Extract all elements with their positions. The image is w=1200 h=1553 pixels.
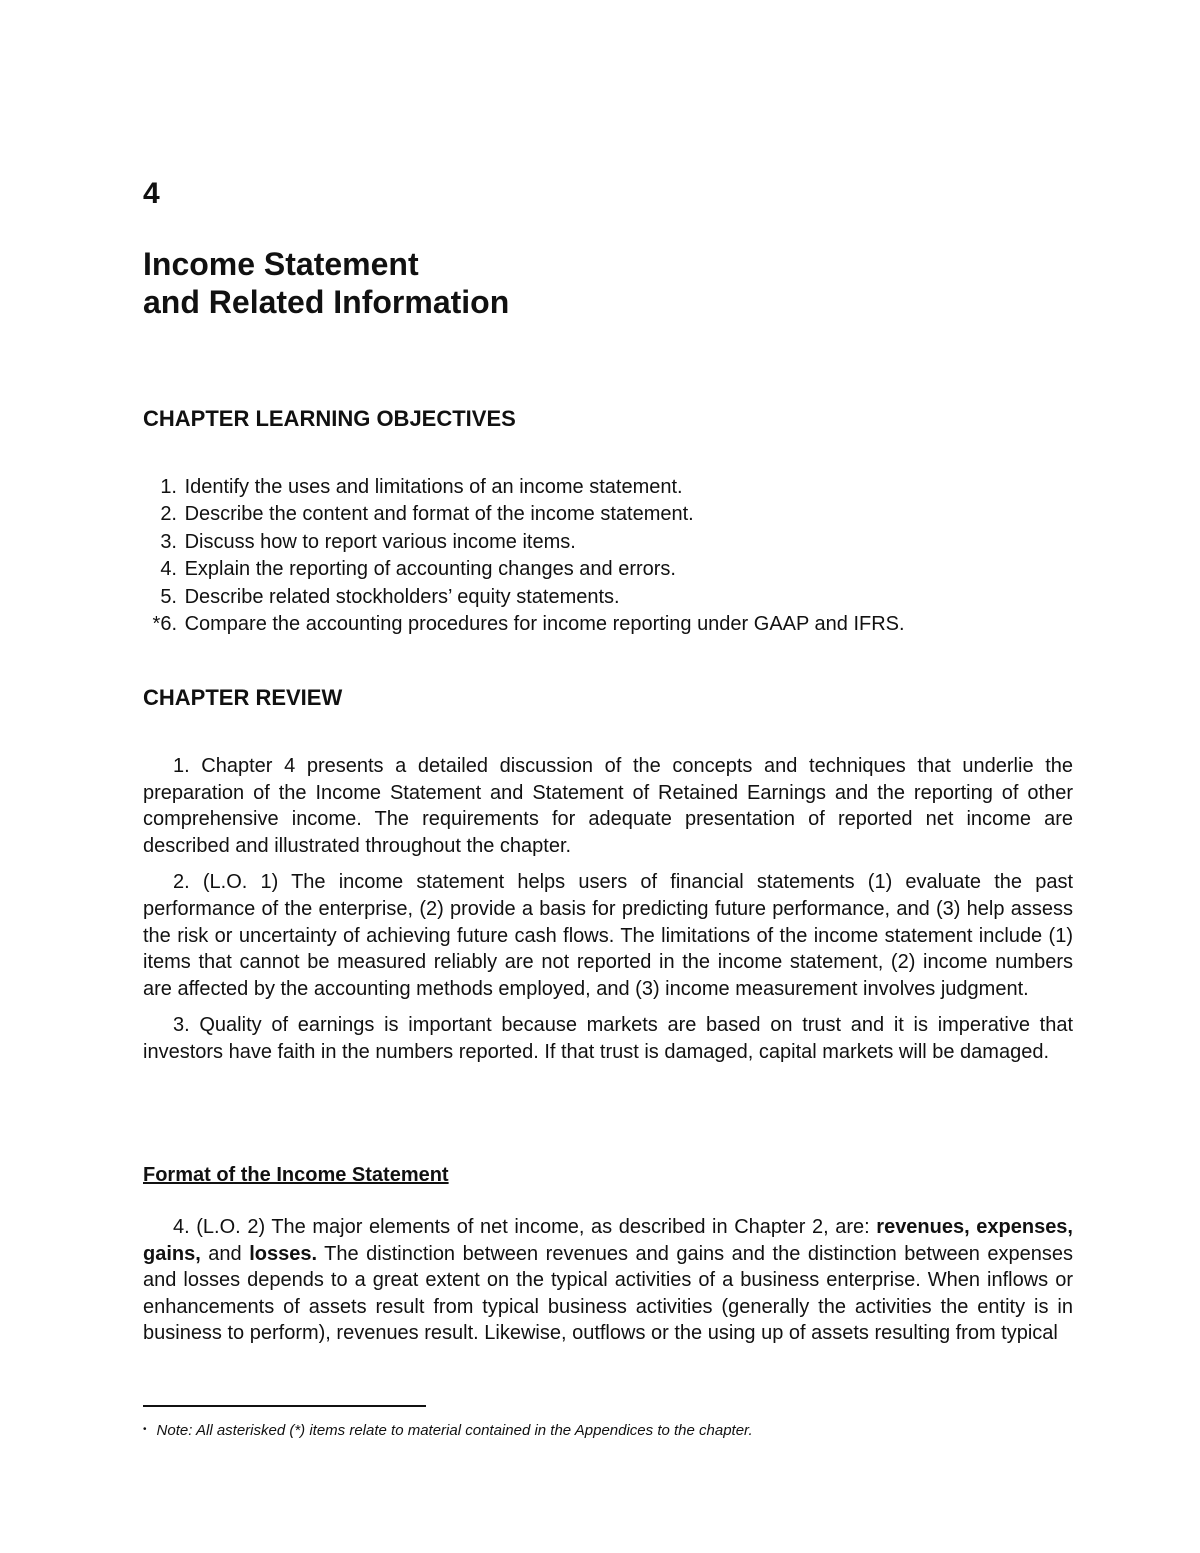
format-paragraph-4 [143, 1214, 1073, 1347]
list-item-text: Compare the accounting procedures for income reporting under GAAP and IFRS. [184, 613, 905, 636]
list-item-number: 5. [160, 585, 177, 608]
footnote-divider [143, 1405, 426, 1407]
review-paragraph-2: 2. (L.O. 1) The income statement helps users of financial statements (1) evaluate the past performance of the enterprise, (2) provide a basis for predicting future performance, and (3) help assess the risk or uncertainty of achieving future cash flows. The limitations of the income statement include (1) items that cannot be measured reliably are not reported in the income statement, (2) income numbers are affected by the accounting methods employed, and (3) income measurement involves judgment. [143, 871, 1073, 1000]
paragraph-and: and [200, 1242, 250, 1265]
paragraph-lead: 4. (L.O. 2) The major elements of net income, as described in Chapter 2, are: [173, 1216, 877, 1238]
objectives-heading: CHAPTER LEARNING OBJECTIVES [143, 406, 516, 431]
review-paragraph-1: 1. Chapter 4 presents a detailed discussion of the concepts and techniques that underlie the preparation of the Income Statement and Statement of Retained Earnings and the reporting of other comprehensive income. The requirements for adequate presentation of reported net income are described and illustrated throughout the chapter. [143, 755, 1073, 857]
list-item-text: Describe the content and format of the income statement. [184, 503, 694, 526]
chapter-title-line-2: and Related Information [143, 284, 510, 320]
chapter-number: 4 [143, 177, 160, 210]
format-body [143, 1214, 1073, 1357]
objectives-list [143, 474, 1083, 638]
list-item-text: Explain the reporting of accounting changes and errors. [184, 558, 676, 581]
list-item-number: 3. [160, 530, 177, 553]
list-item [143, 611, 1083, 638]
paragraph-rest: The distinction between revenues and gains and the distinction between expenses and losses depends to a great extent on the typical activities of a business enterprise. When inflows or enhancements of assets result from typical business activities (generally the activities the entity is in business to perform), revenues result. Likewise, outflows or the using up of assets resulting from typical [143, 1242, 1074, 1345]
list-item-number: *6. [152, 613, 177, 636]
review-heading: CHAPTER REVIEW [143, 685, 343, 710]
list-item [143, 584, 1083, 611]
list-item-text: Identify the uses and limitations of an income statement. [184, 476, 683, 498]
footnote [143, 1420, 753, 1441]
bold-terms-2: losses. [249, 1242, 318, 1265]
list-item [143, 501, 1083, 528]
list-item [143, 529, 1083, 556]
bullet-icon: • [143, 1424, 147, 1435]
format-heading: Format of the Income Statement [143, 1164, 449, 1186]
chapter-title-line-1: Income Statement [143, 246, 419, 282]
list-item-number: 4. [160, 558, 177, 581]
list-item [143, 474, 1083, 501]
review-paragraph-3: 3. Quality of earnings is important because markets are based on trust and it is imperative that investors have faith in the numbers reported. If that trust is damaged, capital markets will be damaged. [143, 1014, 1073, 1063]
list-item-text: Discuss how to report various income items. [184, 530, 576, 553]
chapter-title [143, 245, 509, 321]
list-item-number: 2. [160, 503, 177, 526]
footnote-text: Note: All asterisked (*) items relate to material contained in the Appendices to the chapter. [156, 1422, 753, 1439]
review-body [143, 753, 1073, 1076]
list-item-text: Describe related stockholders’ equity statements. [184, 585, 620, 608]
list-item-number: 1. [160, 476, 177, 498]
list-item [143, 556, 1083, 583]
bold-terms-1: revenues, expenses, gains, [143, 1216, 1073, 1265]
